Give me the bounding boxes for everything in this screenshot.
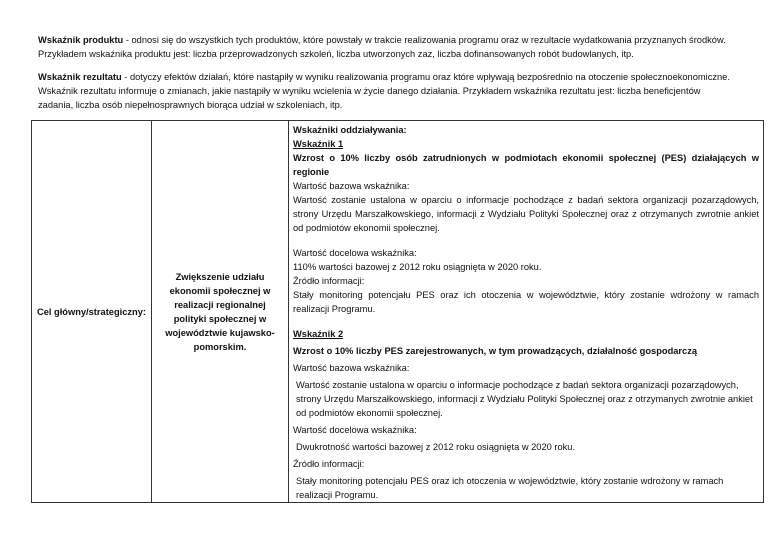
indicator-1-label: Wskaźnik 1 bbox=[293, 139, 344, 149]
indicators-heading: Wskaźniki oddziaływania: bbox=[293, 125, 407, 135]
indicators-cell bbox=[289, 121, 764, 503]
product-definition: - odnosi się do wszystkich tych produktów, które powstały w trakcie realizowania programu oraz w rezultacie wydatkowania przyznanych środków. Przykładem wskaźnika produktu jest: liczba przeprowadzonych szkoleń, liczba utworzonych zaz, liczba dofinansowanych robót budowlanych, itp. bbox=[38, 35, 726, 59]
result-definition: - dotyczy efektów działań, które nastąpiły w wyniku realizowania programu oraz które wpływają bezpośrednio na otoczenie społecznoekonomiczne. Wskaźnik rezultatu informuje o zmianach, jakie nastąpiły w wyniku wcielenia w życie danego działania. Przykładem wskaźnika rezultatu jest: liczba beneficjentów zadania, liczba osób niepełnosprawnych biorąca udział w szkoleniach, itp. bbox=[38, 72, 730, 110]
indicator-2-base-text: Wartość zostanie ustalona w oparciu o informacje pochodzące z badań sektora organizacji pozarządowych, strony Urzędu Marszałkowskiego, informacji z Wydziału Polityki Społecznej oraz z otrzymanych zwrotnie ankiet od podmiotów ekonomii społecznej. bbox=[296, 380, 753, 418]
intro-paragraph-product bbox=[38, 33, 738, 61]
indicator-1-base-label: Wartość bazowa wskaźnika: bbox=[293, 181, 410, 191]
goal-description-cell: Zwiększenie udziału ekonomii społecznej w realizacji regionalnej polityki społecznej w województwie kujawsko-pomorskim. bbox=[152, 121, 289, 503]
indicators-table bbox=[31, 120, 764, 503]
indicator-2-target-text: Dwukrotność wartości bazowej z 2012 roku osiągnięta w 2020 roku. bbox=[296, 442, 576, 452]
table-row bbox=[32, 121, 764, 503]
term-product: Wskaźnik produktu bbox=[38, 35, 124, 45]
indicator-1-source-label: Źródło informacji: bbox=[293, 276, 365, 286]
indicator-2-source-text: Stały monitoring potencjału PES oraz ich otoczenia w województwie, który zostanie wdrożony w ramach realizacji Programu. bbox=[296, 476, 724, 500]
indicator-2-title: Wzrost o 10% liczby PES zarejestrowanych, w tym prowadzących, działalność gospodarczą bbox=[293, 346, 698, 356]
indicator-1-source-text: Stały monitoring potencjału PES oraz ich otoczenia w województwie, który zostanie wdrożony w ramach realizacji Programu. bbox=[293, 290, 759, 314]
indicator-1-target-label: Wartość docelowa wskaźnika: bbox=[293, 248, 417, 258]
indicator-2-label: Wskaźnik 2 bbox=[293, 329, 344, 339]
indicator-1-title: Wzrost o 10% liczby osób zatrudnionych w podmiotach ekonomii społecznej (PES) działających w regionie bbox=[293, 153, 759, 177]
indicator-1-base-text: Wartość zostanie ustalona w oparciu o informacje pochodzące z badań sektora organizacji pozarządowych, strony Urzędu Marszałkowskiego, informacji z Wydziału Polityki Społecznej oraz z otrzymanych zwrotnie ankiet od podmiotów ekonomii społecznej. bbox=[293, 195, 759, 233]
intro-paragraph-result bbox=[38, 70, 738, 112]
term-result: Wskaźnik rezultatu bbox=[38, 72, 122, 82]
indicator-1-target-text: 110% wartości bazowej z 2012 roku osiągnięta w 2020 roku. bbox=[293, 262, 542, 272]
goal-type-cell: Cel główny/strategiczny: bbox=[32, 121, 152, 503]
indicator-2-base-label: Wartość bazowa wskaźnika: bbox=[293, 363, 410, 373]
indicator-2-source-label: Źródło informacji: bbox=[293, 459, 365, 469]
indicator-2-target-label: Wartość docelowa wskaźnika: bbox=[293, 425, 417, 435]
